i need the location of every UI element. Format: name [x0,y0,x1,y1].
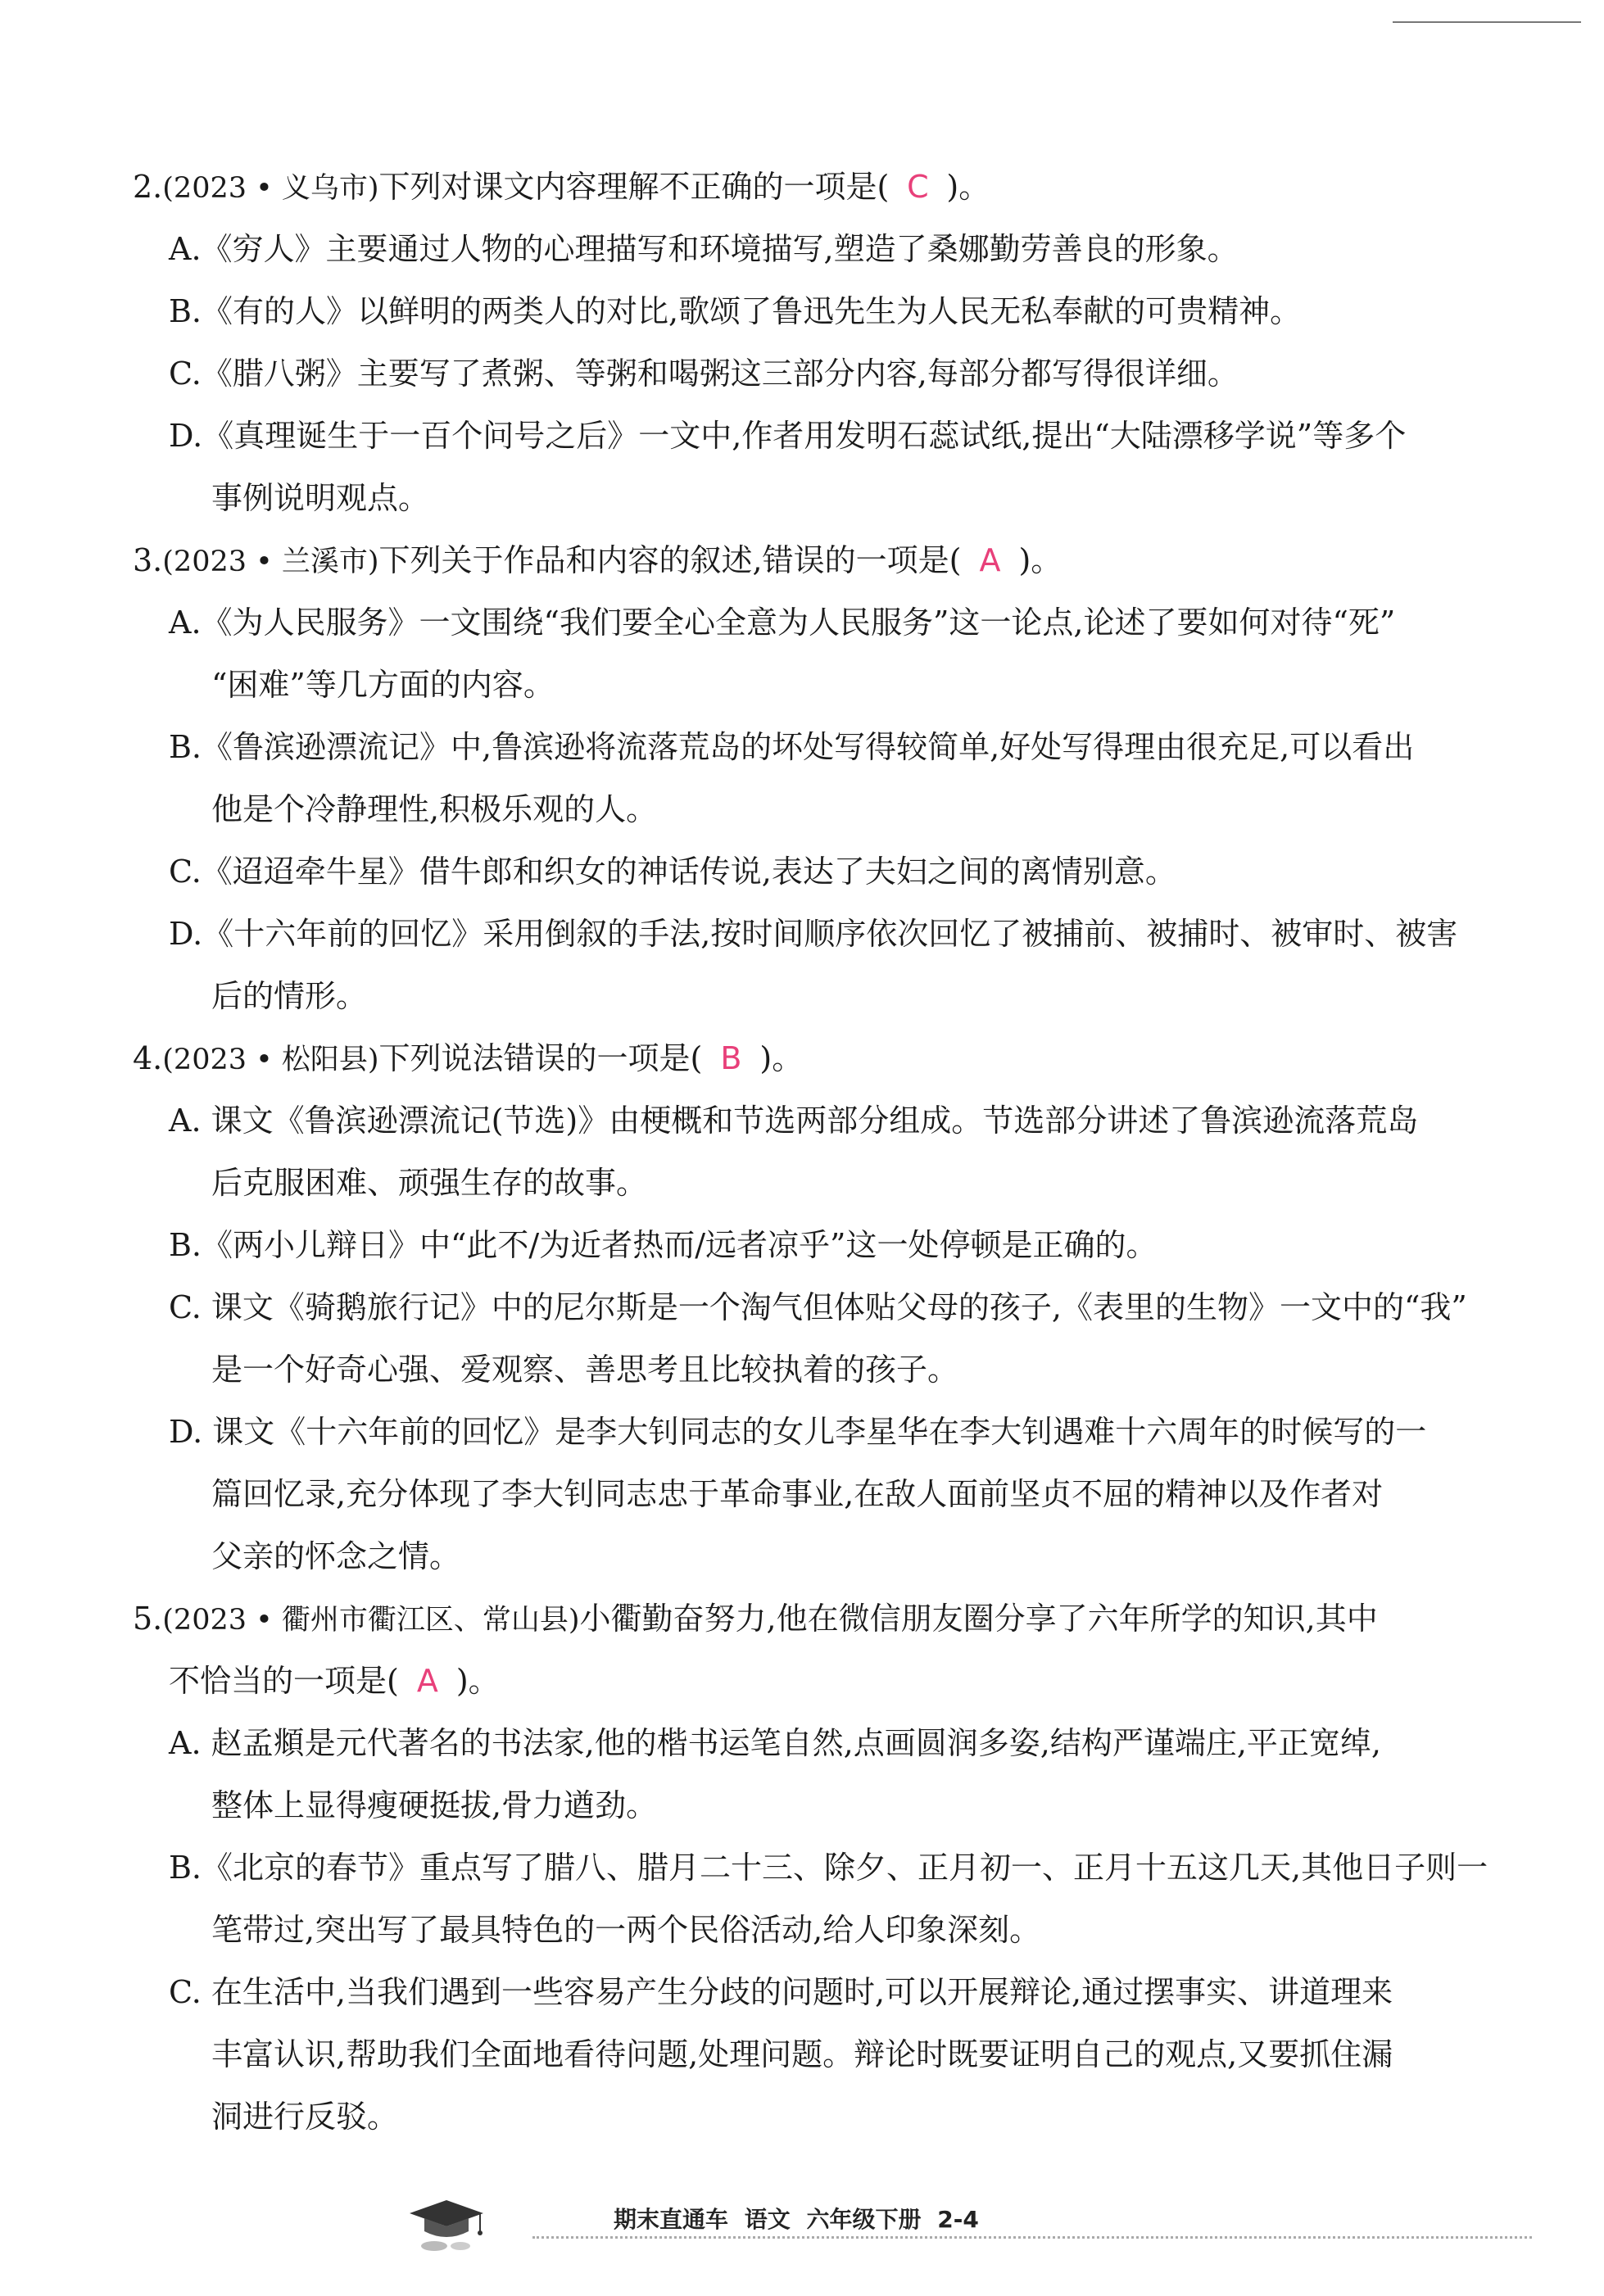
option-line-continued: 是一个好奇心强、爱观察、善思考且比较执着的孩子。 [211,1352,959,1388]
option-line-continued: 笔带过,突出写了最具特色的一两个民俗活动,给人印象深刻。 [211,1912,1041,1948]
question-number: 3. [133,542,163,578]
question-stem [133,156,1493,218]
question-stem [133,529,1493,591]
question-source: (2023 • 义乌市) [162,172,379,205]
question-source: (2023 • 松阳县) [162,1044,379,1076]
option-line-continued: 篇回忆录,充分体现了李大钊同志忠于革命事业,在敌人面前坚贞不屈的精神以及作者对 [211,1476,1384,1512]
option-line: D. 课文《十六年前的回忆》是李大钊同志的女儿李星华在李大钊遇难十六周年的时候写的一 [169,1414,1427,1450]
option-line-continued: “困难”等几方面的内容。 [211,667,555,703]
option-line: B.《北京的春节》重点写了腊八、腊月二十三、除夕、正月初一、正月十五这几天,其他日子则一 [169,1850,1488,1886]
option-line: C. 课文《骑鹅旅行记》中的尼尔斯是一个淘气但体贴父母的孩子,《表里的生物》一文中的“我” [169,1289,1467,1325]
footer-page: 2-4 [937,2206,979,2233]
option-line-continued: 他是个冷静理性,积极乐观的人。 [211,791,658,827]
question-text: 下列关于作品和内容的叙述,错误的一项是( [378,542,962,578]
question-list [133,156,1493,2148]
option-line: C.《迢迢牵牛星》借牛郎和织女的神话传说,表达了夫妇之间的离情别意。 [169,854,1176,890]
question-text: 下列说法错误的一项是( [378,1040,703,1076]
question-text: 下列对课文内容理解不正确的一项是( [378,169,890,205]
question-number: 4. [133,1040,163,1076]
question-stem [133,1027,1493,1089]
option-line: B.《两小儿辩日》中“此不/为近者热而/远者凉乎”这一处停顿是正确的。 [169,1227,1158,1263]
option-line: A.《为人民服务》一文围绕“我们要全心全意为人民服务”这一论点,论述了要如何对待“死” [169,605,1396,641]
question-number: 5. [133,1601,163,1637]
option-line: D.《真理诞生于一百个问号之后》一文中,作者用发明石蕊试纸,提出“大陆漂移学说”等多个 [169,418,1407,454]
option-line-continued: 整体上显得瘦硬挺拔,骨力遒劲。 [211,1787,658,1823]
option-line: C. 在生活中,当我们遇到一些容易产生分歧的问题时,可以开展辩论,通过摆事实、讲道理来 [169,1974,1393,2010]
question-text-end: )。 [1018,542,1063,578]
answer-mark: A [416,1663,438,1699]
question-number: 2. [133,169,163,205]
graduation-cap-icon [401,2195,492,2253]
question-source: (2023 • 兰溪市) [162,546,379,578]
option-line: B.《有的人》以鲜明的两类人的对比,歌颂了鲁迅先生为人民无私奉献的可贵精神。 [169,293,1302,329]
question-source: (2023 • 衢州市衢江区、常山县) [162,1604,580,1637]
answer-mark: C [907,169,929,205]
option-line: B.《鲁滨逊漂流记》中,鲁滨逊将流落荒岛的坏处写得较简单,好处写得理由很充足,可以看出 [169,729,1415,765]
footer-book: 期末直通车 [614,2206,729,2233]
footer-grade: 六年级下册 [806,2206,922,2233]
footer-text [602,2202,990,2235]
question-text: 不恰当的一项是( [169,1663,399,1699]
option-line: D.《十六年前的回忆》采用倒叙的手法,按时间顺序依次回忆了被捕前、被捕时、被审时、被害 [169,916,1458,952]
option-line: A. 赵孟頫是元代著名的书法家,他的楷书运笔自然,点画圆润多姿,结构严谨端庄,平正宽绰, [169,1725,1381,1761]
option-line-continued: 洞进行反驳。 [211,2099,399,2135]
option-line: C.《腊八粥》主要写了煮粥、等粥和喝粥这三部分内容,每部分都写得很详细。 [169,355,1239,392]
page-footer [401,2195,1532,2253]
question-text-end: )。 [455,1663,500,1699]
answer-mark: B [720,1040,742,1076]
option-line-continued: 事例说明观点。 [211,480,430,516]
footer-subject: 语文 [744,2206,791,2233]
top-rule [1393,21,1581,23]
footer-rule [532,2236,1532,2239]
option-line: A.《穷人》主要通过人物的心理描写和环境描写,塑造了桑娜勤劳善良的形象。 [169,231,1239,267]
option-line: A. 课文《鲁滨逊漂流记(节选)》由梗概和节选两部分组成。节选部分讲述了鲁滨逊流落荒岛 [169,1103,1419,1139]
question-text-end: )。 [946,169,990,205]
option-line-continued: 后克服困难、顽强生存的故事。 [211,1165,648,1201]
answer-mark: A [979,542,1001,578]
question-stem [133,1587,1493,1650]
option-line-continued: 父亲的怀念之情。 [211,1538,461,1574]
question-text-end: )。 [759,1040,804,1076]
question-stem-continued [133,1650,1493,1712]
option-line-continued: 丰富认识,帮助我们全面地看待问题,处理问题。辩论时既要证明自己的观点,又要抓住漏 [211,2036,1393,2072]
option-line-continued: 后的情形。 [211,978,368,1014]
question-text: 小衢勤奋努力,他在微信朋友圈分享了六年所学的知识,其中 [579,1601,1378,1637]
